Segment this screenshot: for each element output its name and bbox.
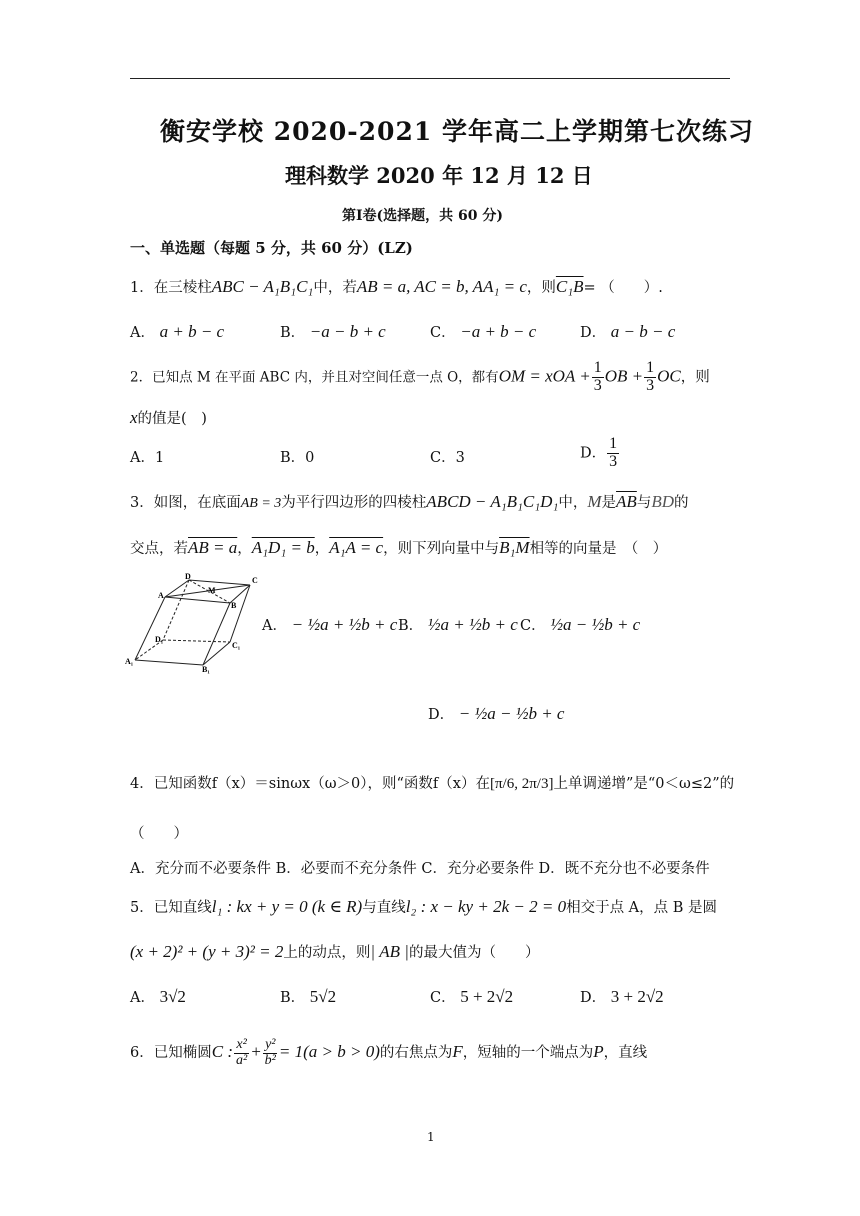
q1-stem-c: ，则 bbox=[526, 280, 556, 296]
volume-heading: 第Ⅰ卷(选择题，共 60 分) bbox=[342, 208, 504, 224]
q1-stem-d: = （ ）. bbox=[583, 280, 663, 296]
fig-label-c: C bbox=[252, 576, 258, 585]
q3-option-c-label: C． bbox=[520, 618, 546, 634]
question-3-line-2: 交点，若AB = a，A₁D₁ = b，A₁A = c，则下列向量中与B₁M相等的向量是 （ ） bbox=[130, 538, 668, 557]
q3-stem-2: 交点，若 bbox=[130, 541, 188, 557]
page-number: 1 bbox=[427, 1130, 435, 1144]
q6-ellipse-rest: = 1(a > b > 0) bbox=[278, 1042, 380, 1062]
q3-stem-2c: 相等的向量是 （ ） bbox=[529, 541, 668, 557]
q2-var: x bbox=[130, 408, 138, 427]
q2-expr-b: OB + bbox=[604, 366, 644, 386]
section-heading: 一、单选题（每题 5 分，共 60 分）(LZ) bbox=[130, 239, 413, 257]
q2-frac-1-num: 1 bbox=[593, 359, 602, 376]
q3-option-d[interactable] bbox=[428, 703, 564, 724]
q5-stem-2: 上的动点，则 bbox=[283, 945, 371, 961]
q5-option-b[interactable] bbox=[280, 986, 336, 1007]
q1-option-c-value: −a + b − c bbox=[460, 322, 537, 341]
q2-frac-2 bbox=[644, 360, 656, 395]
q3-prism: ABCD − A₁B₁C₁D₁ bbox=[426, 492, 559, 511]
q3-stem-c: 中， bbox=[558, 495, 588, 511]
q6-frac-x bbox=[234, 1038, 249, 1068]
q5-option-a-label: A． bbox=[130, 990, 155, 1006]
q3-stem-d: 是 bbox=[601, 495, 617, 511]
q2-stem-2: 的值是( ) bbox=[137, 411, 207, 427]
q3-option-b-value: ½a + ½b + c bbox=[427, 615, 518, 634]
q1-stem: 1．在三棱柱 bbox=[130, 280, 212, 296]
question-4-line-2: （ ） bbox=[130, 826, 188, 842]
q2-stem-end: ，则 bbox=[680, 369, 710, 386]
q5-stem: 5．已知直线 bbox=[130, 900, 212, 916]
q6-stem-b: 的右焦点为 bbox=[379, 1045, 453, 1062]
q2-stem: 2．已知点 M 在平面 ABC 内，并且对空间任意一点 O，都有 bbox=[130, 369, 499, 386]
q1-option-d-value: a − b − c bbox=[610, 322, 676, 341]
q3-stem-f: 的 bbox=[674, 495, 689, 511]
q3-option-c-value: ½a − ½b + c bbox=[550, 615, 641, 634]
fig-label-b: B bbox=[231, 601, 237, 610]
q5-option-d[interactable] bbox=[580, 986, 664, 1007]
q4-stem-b: 上单调递增”是“0＜ω≤2”的 bbox=[553, 776, 735, 792]
q4-function: f（x）＝sinωx（ω＞0），则“函数 bbox=[211, 776, 433, 792]
q5-option-c-value: 5 + 2√2 bbox=[460, 987, 514, 1006]
q1-option-d[interactable] bbox=[580, 321, 675, 342]
question-4 bbox=[130, 772, 734, 793]
q2-frac-2-den: 3 bbox=[646, 376, 655, 394]
q5-option-d-label: D． bbox=[580, 990, 607, 1006]
paper-subtitle: 理科数学 2020 年 12 月 12 日 bbox=[285, 163, 593, 188]
q5-option-d-value: 3 + 2√2 bbox=[610, 987, 664, 1006]
question-5-line-2 bbox=[130, 941, 539, 962]
q2-frac-2-num: 1 bbox=[646, 359, 655, 376]
fig-label-c1: C₁ bbox=[232, 641, 241, 650]
q5-option-b-value: 5√2 bbox=[309, 987, 337, 1006]
question-2 bbox=[130, 360, 710, 395]
q2-option-d-label: D． bbox=[580, 445, 607, 462]
fig-label-m: M bbox=[208, 586, 216, 595]
header-rule bbox=[130, 78, 730, 79]
q6-p: P bbox=[593, 1042, 604, 1062]
q1-option-a-label: A． bbox=[130, 325, 155, 341]
q1-target: C₁B bbox=[555, 277, 584, 296]
q5-option-b-label: B． bbox=[280, 990, 306, 1006]
q5-option-c-label: C． bbox=[430, 990, 456, 1006]
q3-m: M bbox=[587, 492, 602, 511]
q2-frac-1 bbox=[592, 360, 604, 395]
q1-condition: AB = a, AC = b, AA₁ = c bbox=[356, 277, 527, 296]
q3-stem-e: 与 bbox=[636, 495, 652, 511]
q3-option-a-value: − ½a + ½b + c bbox=[291, 615, 398, 634]
q3-v2: A₁D₁ = b bbox=[251, 538, 315, 557]
prism-figure bbox=[125, 572, 258, 674]
q6-f: F bbox=[452, 1042, 463, 1062]
q6-frac-y-num: y² bbox=[265, 1037, 276, 1052]
q1-option-c[interactable] bbox=[430, 321, 536, 342]
q5-circle: (x + 2)² + (y + 3)² = 2 bbox=[130, 942, 284, 961]
q1-stem-b: 中，若 bbox=[313, 280, 357, 296]
q3-v3: A₁A = c bbox=[329, 538, 384, 557]
q3-option-d-value: − ½a − ½b + c bbox=[458, 704, 565, 723]
q3-option-c[interactable] bbox=[520, 614, 640, 635]
q2-frac-1-den: 3 bbox=[593, 376, 602, 394]
q1-option-b-value: −a − b + c bbox=[309, 322, 386, 341]
fig-label-d: D bbox=[185, 572, 191, 581]
q4-options[interactable]: A．充分而不必要条件 B．必要而不充分条件 C．充分必要条件 D．既不充分也不必要条件 bbox=[130, 861, 710, 877]
q1-option-d-label: D． bbox=[580, 325, 607, 341]
q3-stem-2b: ，则下列向量中与 bbox=[383, 541, 500, 557]
q4-function-2: f（x）在 bbox=[432, 776, 490, 792]
q5-line-2: l₂ : x − ky + 2k − 2 = 0 bbox=[405, 897, 567, 916]
q6-frac-y-den: b² bbox=[264, 1052, 276, 1068]
q3-option-a-label: A． bbox=[262, 618, 287, 634]
q5-stem-c: 相交于点 A，点 B 是圆 bbox=[566, 900, 718, 916]
fig-label-b1: B₁ bbox=[202, 665, 210, 674]
q2-option-d-frac bbox=[607, 436, 619, 471]
q4-interval: [π/6, 2π/3] bbox=[489, 776, 554, 792]
q3-stem: 3．如图，在底面 bbox=[130, 495, 241, 511]
q3-option-d-label: D． bbox=[428, 707, 455, 723]
q5-option-a[interactable] bbox=[130, 986, 186, 1007]
q5-stem-b: 与直线 bbox=[362, 900, 406, 916]
q3-option-b-label: B． bbox=[398, 618, 424, 634]
q3-b1m: B₁M bbox=[499, 538, 530, 557]
q3-ab: $\overline{AB}$ bbox=[616, 492, 637, 511]
q2-option-a[interactable]: A．1 bbox=[130, 450, 165, 466]
q2-option-c[interactable]: C．3 bbox=[430, 450, 465, 466]
q5-stem-2b: 的最大值为（ ） bbox=[408, 945, 540, 961]
q1-option-b-label: B． bbox=[280, 325, 306, 341]
q1-prism: ABC − A₁B₁C₁ bbox=[211, 277, 314, 296]
q2-expr-a: OM = xOA + bbox=[498, 366, 591, 386]
question-2-line-2 bbox=[130, 407, 207, 428]
q6-frac-x-den: a² bbox=[235, 1052, 248, 1068]
q5-option-c[interactable] bbox=[430, 986, 513, 1007]
question-6: 6．已知椭圆C : $\frac{\text{x²}}{\text{a²}}$ + $\frac{\text{y²}}{\text{b²}}$ = 1(a > b > 0)的右焦点为F，短轴的一个端点为P，直线 bbox=[130, 1037, 648, 1068]
q3-bd: BD bbox=[651, 492, 674, 511]
q1-option-a[interactable] bbox=[130, 321, 224, 342]
q6-stem: 6．已知椭圆 bbox=[130, 1045, 212, 1062]
question-3 bbox=[130, 491, 689, 512]
q1-option-a-value: a + b − c bbox=[159, 322, 225, 341]
q6-frac-y bbox=[263, 1038, 278, 1068]
q6-stem-c: ，短轴的一个端点为 bbox=[462, 1045, 594, 1062]
q4-stem: 4．已知函数 bbox=[130, 776, 212, 792]
q5-ab: | AB | bbox=[370, 942, 409, 961]
fig-label-a1: A₁ bbox=[125, 657, 134, 666]
q6-frac-x-num: x² bbox=[236, 1037, 247, 1052]
q2-option-b[interactable]: B．0 bbox=[280, 450, 315, 466]
q3-v1: AB = a bbox=[188, 538, 238, 557]
q1-option-c-label: C． bbox=[430, 325, 456, 341]
paper-title: 衡安学校 2020-2021 学年高二上学期第七次练习 bbox=[160, 117, 754, 146]
q5-line-1: l₁ : kx + y = 0 (k ∈ R) bbox=[211, 897, 363, 916]
q2-option-d-num: 1 bbox=[609, 435, 618, 452]
question-5 bbox=[130, 896, 717, 917]
q5-option-a-value: 3√2 bbox=[159, 987, 186, 1006]
question-1 bbox=[130, 276, 663, 297]
q3-option-a[interactable] bbox=[262, 614, 397, 635]
q1-option-b[interactable] bbox=[280, 321, 386, 342]
q2-option-d[interactable] bbox=[580, 436, 620, 471]
q3-option-b[interactable] bbox=[398, 614, 518, 635]
q6-c: C : bbox=[211, 1042, 233, 1062]
fig-label-d1: D₁ bbox=[155, 635, 164, 644]
q3-ab3: AB = 3 bbox=[240, 496, 282, 511]
q3-stem-b: 为平行四边形的四棱柱 bbox=[281, 495, 427, 511]
q6-stem-d: ，直线 bbox=[603, 1045, 648, 1062]
fig-label-a: A bbox=[158, 591, 164, 600]
q2-option-d-den: 3 bbox=[609, 452, 618, 470]
q2-expr-c: OC bbox=[657, 366, 681, 386]
